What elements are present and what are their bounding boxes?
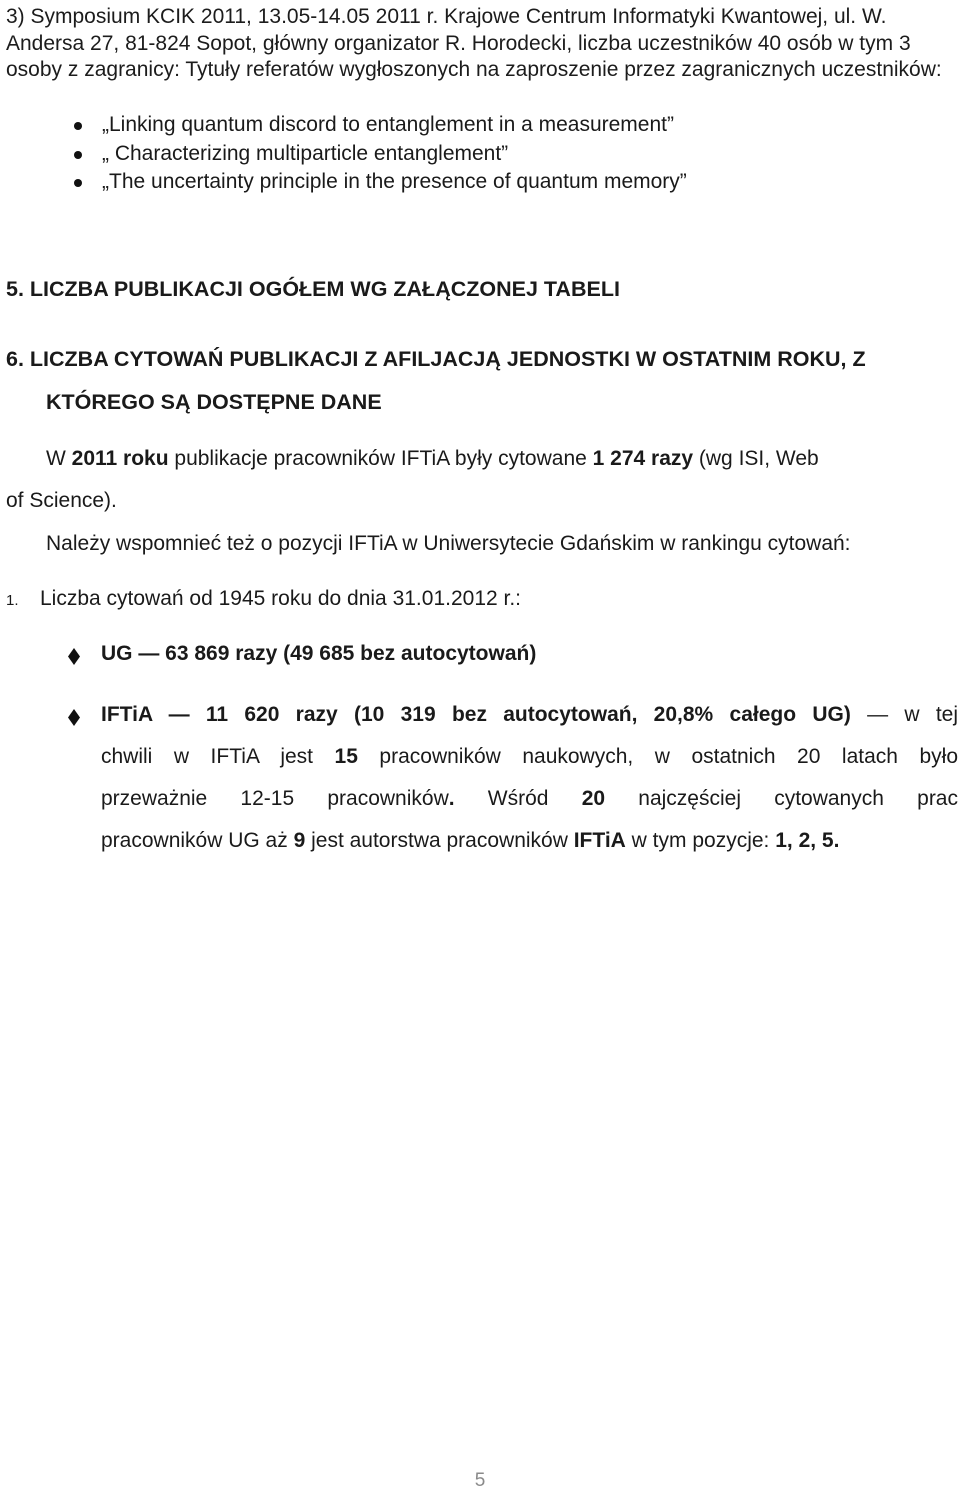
iftia-name: IFTiA [573, 829, 626, 852]
iftia-line-2 [101, 736, 958, 778]
page-number: 5 [474, 1470, 486, 1491]
talk-item: „Linking quantum discord to entanglement in a measurement” [72, 111, 687, 140]
iftia-citations [68, 694, 958, 862]
symposium-paragraph: 3) Symposium KCIK 2011, 13.05-14.05 2011 r. Krajowe Centrum Informatyki Kwantowej, ul. W. Andersa 27, 81-824 Sopot, główny organizator R. Horodecki, liczba uczestników 40 osób w tym 3 osoby z zagranicy: Tytuły referatów wygłoszonych na zaproszenie przez zagranicznych uczestników: [6, 5, 942, 81]
talk-list [72, 111, 687, 197]
iftia-line-4 [101, 820, 958, 862]
iftia-line-1 [101, 694, 958, 736]
citation-paragraph [6, 438, 956, 522]
iftia-text: przeważnie 12-15 pracowników [101, 787, 449, 810]
iftia-line-3 [101, 778, 958, 820]
iftia-text: pracowników naukowych, w ostatnich 20 latach było [357, 745, 959, 768]
section-5-heading: 5. LICZBA PUBLIKACJI OGÓŁEM WG ZAŁĄCZONEJ TABELI [6, 277, 620, 301]
ug-citations-text: UG — 63 869 razy (49 685 bez autocytowań) [101, 642, 537, 665]
section-6-heading-line2: KTÓREGO SĄ DOSTĘPNE DANE [46, 390, 382, 414]
ranking-mention: Należy wspomnieć też o pozycji IFTiA w Uniwersytecie Gdańskim w rankingu cytowań: [46, 532, 851, 555]
iftia-positions: 1, 2, 5. [775, 829, 840, 852]
numbered-item [6, 587, 521, 611]
iftia-authored-count: 9 [293, 829, 306, 852]
citation-continuation: of Science). [6, 489, 117, 512]
iftia-text: jest autorstwa pracowników [305, 829, 574, 852]
iftia-bold: IFTiA — 11 620 razy (10 319 bez autocytowań, 20,8% całego UG) [101, 703, 851, 726]
ug-citations [68, 642, 536, 666]
iftia-top-count: 20 [581, 787, 606, 810]
iftia-text: najczęściej cytowanych prac [605, 787, 958, 810]
talk-item: „ Characterizing multiparticle entanglement” [72, 140, 687, 169]
diamond-bullet-icon [68, 699, 80, 741]
iftia-staff-count: 15 [334, 745, 358, 768]
citation-line [46, 438, 956, 480]
citation-count: 1 274 razy [592, 447, 694, 470]
iftia-text: Wśród [454, 787, 582, 810]
iftia-text: pracowników UG aż [101, 829, 294, 852]
item-text: Liczba cytowań od 1945 roku do dnia 31.01.2012 r.: [40, 587, 522, 610]
iftia-citations-text [68, 694, 958, 862]
section-6-heading [6, 338, 956, 424]
talk-item: „The uncertainty principle in the presence of quantum memory” [72, 168, 687, 197]
iftia-text: w tym pozycje: [625, 829, 776, 852]
diamond-bullet-icon [68, 647, 80, 671]
citation-text: publikacje pracowników IFTiA były cytowane [168, 447, 593, 470]
citation-year: 2011 roku [71, 447, 169, 470]
iftia-text: — w tej [850, 703, 958, 726]
citation-text: (wg ISI, Web [693, 447, 819, 470]
iftia-text: chwili w IFTiA jest [101, 745, 335, 768]
section-6-heading-line1: 6. LICZBA CYTOWAŃ PUBLIKACJI Z AFILJACJĄ JEDNOSTKI W OSTATNIM ROKU, Z [6, 347, 866, 371]
item-number: 1. [6, 592, 19, 609]
iftia-dot: . [448, 787, 455, 810]
citation-text: W [46, 447, 72, 470]
